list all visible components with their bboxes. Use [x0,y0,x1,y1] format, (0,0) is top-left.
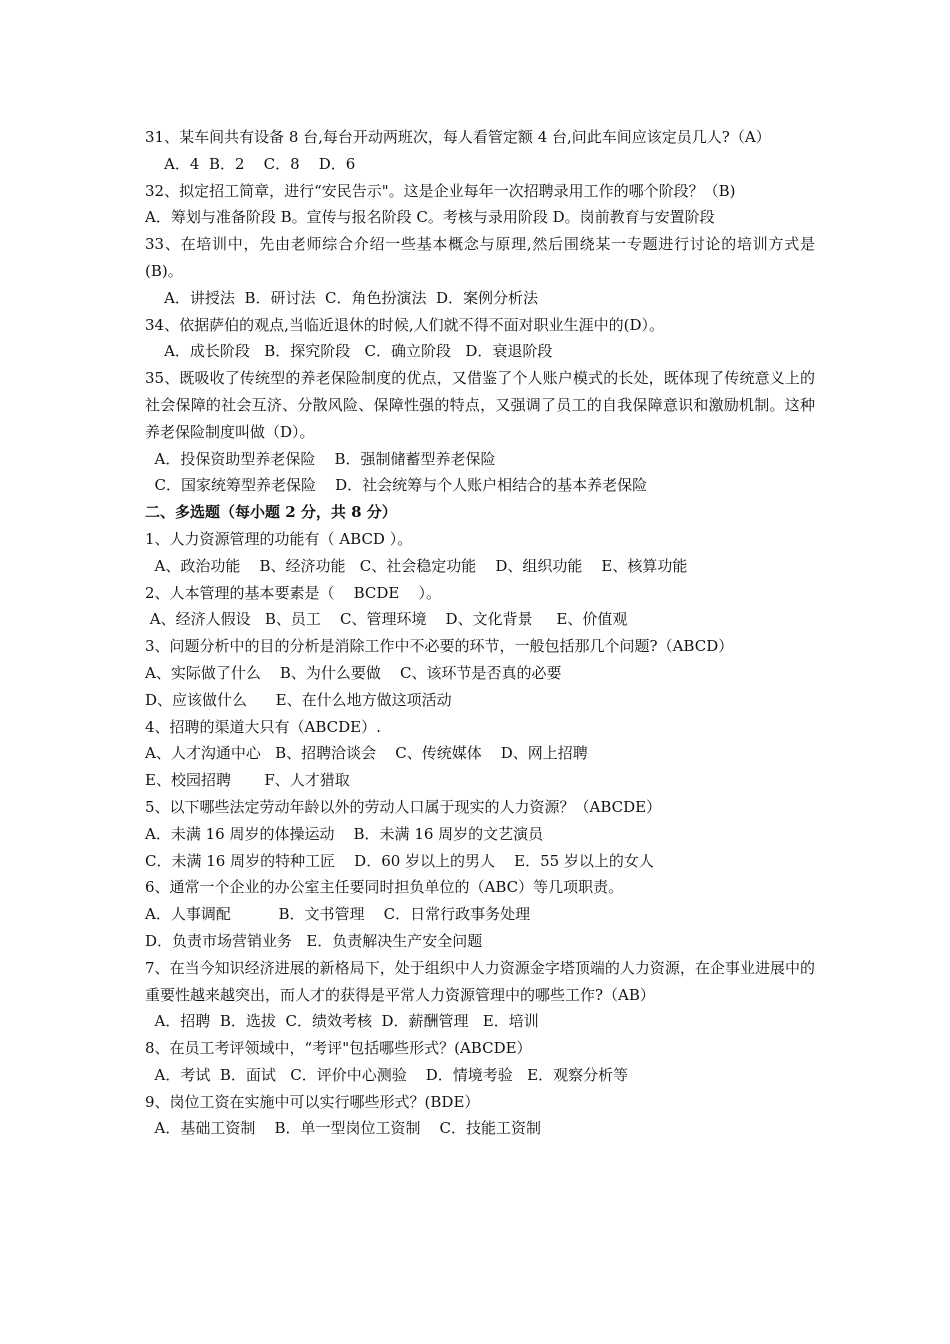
mc-question-5-options-2: C．未满 16 周岁的特种工匠 D．60 岁以上的男人 E．55 岁以上的女人 [145,851,654,870]
mc-question-4-options-1: A、人才沟通中心 B、招聘洽谈会 C、传统媒体 D、网上招聘 [145,744,588,763]
section-heading-multiple-choice: 二、多选题（每小题 2 分，共 8 分） [145,503,397,522]
question-31-options: A．4 B．2 C．8 D．6 [145,154,356,173]
mc-question-8: 8、在员工考评领域中，“考评"包括哪些形式？(ABCDE） [145,1039,532,1058]
mc-question-9-options: A．基础工资制 B．单一型岗位工资制 C．技能工资制 [145,1119,542,1138]
mc-question-6-options-2: D．负责市场营销业务 E．负责解决生产安全问题 [145,931,483,950]
mc-question-7: 7、在当今知识经济进展的新格局下，处于组织中人力资源金字塔顶端的人力资源，在企事业进展中的重要性越来越突出，而人才的获得是平常人力资源管理中的哪些工作?（AB） [145,958,815,1004]
question-31: 31、某车间共有设备 8 台,每台开动两班次，每人看管定额 4 台,问此车间应该定员几人?（A） [145,128,771,146]
mc-question-2: 2、人本管理的基本要素是（ BCDE ）。 [145,583,441,602]
mc-question-4-options-2: E、校园招聘 F、人才猎取 [145,771,350,790]
question-33: 33、在培训中，先由老师综合介绍一些基本概念与原理,然后围绕某一专题进行讨论的培训方式是(B)。 [145,235,815,280]
question-33-options: A．讲授法 B．研讨法 C．角色扮演法 D．案例分析法 [145,288,539,307]
mc-question-3-options-1: A、实际做了什么 B、为什么要做 C、该环节是否真的必要 [145,663,562,682]
mc-question-3-options-2: D、应该做什么 E、在什么地方做这项活动 [145,690,452,709]
mc-question-1-options: A、政治功能 B、经济功能 C、社会稳定功能 D、组织功能 E、核算功能 [145,556,688,575]
question-35: 35、既吸收了传统型的养老保险制度的优点，又借鉴了个人账户模式的长处，既体现了传统意义上的社会保障的社会互济、分散风险、保障性强的特点，又强调了员工的自我保障意识和激励机制。这种养老保险制度叫做（D）。 [145,369,815,441]
question-34-options: A．成长阶段 B．探究阶段 C．确立阶段 D．衰退阶段 [145,342,553,361]
question-35-options-2: C．国家统筹型养老保险 D．社会统筹与个人账户相结合的基本养老保险 [145,476,648,495]
question-35-options-1: A．投保资助型养老保险 B．强制储蓄型养老保险 [145,449,496,468]
mc-question-8-options: A．考试 B．面试 C．评价中心测验 D．情境考验 E．观察分析等 [145,1065,629,1084]
mc-question-4: 4、招聘的渠道大只有（ABCDE）. [145,717,381,736]
question-32-options: A．筹划与准备阶段 B。宣传与报名阶段 C。考核与录用阶段 D。岗前教育与安置阶段 [145,208,715,227]
question-34: 34、依据萨伯的观点,当临近退休的时候,人们就不得不面对职业生涯中的(D）。 [145,315,665,334]
mc-question-6-options-1: A．人事调配 B．文书管理 C．日常行政事务处理 [145,905,531,924]
mc-question-7-options: A．招聘 B．选拔 C．绩效考核 D．薪酬管理 E．培训 [145,1012,539,1031]
mc-question-2-options: A、经济人假设 B、员工 C、管理环境 D、文化背景 E、价值观 [145,610,628,629]
question-32: 32、拟定招工简章，进行“安民告示"。这是企业每年一次招聘录用工作的哪个阶段？（B) [145,181,736,200]
document-page [145,124,815,1142]
mc-question-6: 6、通常一个企业的办公室主任要同时担负单位的（ABC）等几项职责。 [145,878,624,897]
mc-question-5: 5、以下哪些法定劳动年龄以外的劳动人口属于现实的人力资源？（ABCDE） [145,797,662,816]
mc-question-3: 3、问题分析中的目的分析是消除工作中不必要的环节，一般包括那几个问题?（ABCD） [145,637,734,656]
mc-question-1: 1、人力资源管理的功能有（ ABCD ）。 [145,529,413,548]
mc-question-9: 9、岗位工资在实施中可以实行哪些形式？(BDE） [145,1092,480,1111]
mc-question-5-options-1: A．未满 16 周岁的体操运动 B．未满 16 周岁的文艺演员 [145,824,544,843]
